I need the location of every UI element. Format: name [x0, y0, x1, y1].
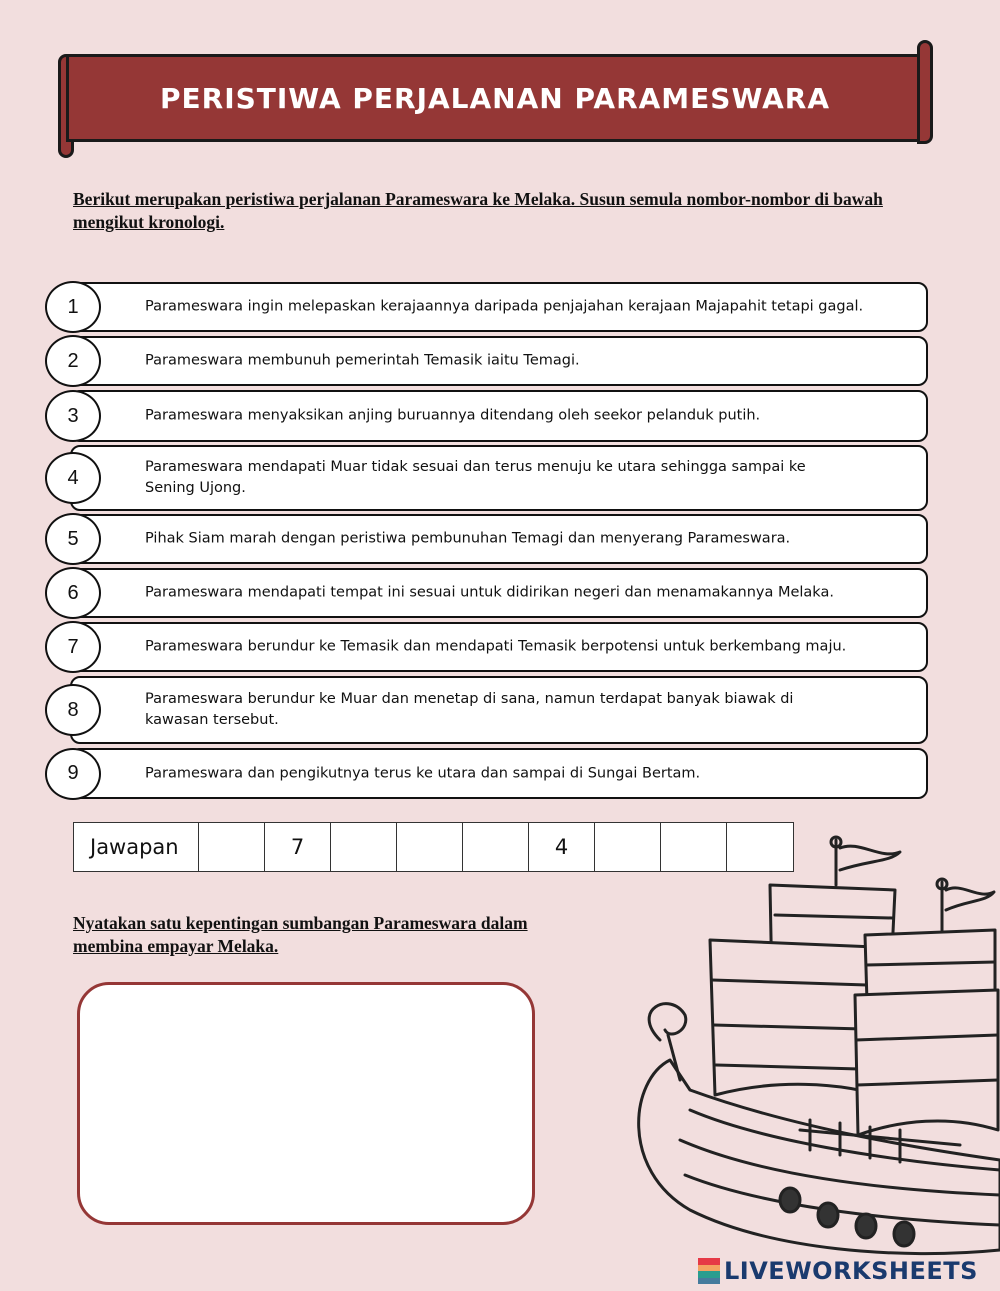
- event-number: 2: [45, 335, 101, 387]
- event-item: [45, 390, 930, 442]
- answer-cell-2: 7: [265, 823, 331, 871]
- event-number: 1: [45, 281, 101, 333]
- event-item: [45, 676, 930, 744]
- liveworksheets-logo-icon: [698, 1258, 720, 1284]
- event-text: Parameswara ingin melepaskan kerajaannya daripada penjajahan kerajaan Majapahit tetapi gagal.: [145, 298, 864, 315]
- event-number: 8: [45, 684, 101, 736]
- answer-cell-5[interactable]: [463, 823, 529, 871]
- answer-cell-4[interactable]: [397, 823, 463, 871]
- title-banner: [58, 40, 933, 162]
- event-item: [45, 336, 930, 386]
- ship-illustration: [600, 830, 1000, 1260]
- instruction-text: Berikut merupakan peristiwa perjalanan Parameswara ke Melaka. Susun semula nombor-nombor di bawah mengikut kronologi.: [73, 189, 883, 232]
- event-text: Parameswara berundur ke Muar dan menetap di sana, namun terdapat banyak biawak di kawasan tersebut.: [145, 691, 794, 728]
- event-item: [45, 445, 930, 511]
- question-text: Nyatakan satu kepentingan sumbangan Parameswara dalam membina empayar Melaka.: [73, 913, 528, 956]
- event-number: 9: [45, 748, 101, 800]
- event-item: [45, 568, 930, 618]
- answer-textbox[interactable]: [77, 982, 535, 1225]
- event-item: [45, 622, 930, 672]
- scroll-roll-right: [917, 40, 933, 144]
- event-text: Parameswara membunuh pemerintah Temasik iaitu Temagi.: [145, 352, 580, 369]
- event-text: Parameswara mendapati Muar tidak sesuai dan terus menuju ke utara sehingga sampai ke Sening Ujong.: [145, 459, 806, 496]
- event-item: [45, 748, 930, 799]
- event-number: 5: [45, 513, 101, 565]
- banner-ribbon: [66, 54, 924, 142]
- brand-name: LIVEWORKSHEETS: [724, 1257, 978, 1285]
- answer-label: Jawapan: [74, 823, 199, 871]
- event-item: [45, 282, 930, 332]
- event-text: Parameswara menyaksikan anjing buruannya ditendang oleh seekor pelanduk putih.: [145, 407, 761, 424]
- answer-cell-3[interactable]: [331, 823, 397, 871]
- event-number: 6: [45, 567, 101, 619]
- event-number: 3: [45, 390, 101, 442]
- answer-cell-6: 4: [529, 823, 595, 871]
- event-item: [45, 514, 930, 564]
- event-number: 4: [45, 452, 101, 504]
- answer-cell-1[interactable]: [199, 823, 265, 871]
- event-text: Parameswara dan pengikutnya terus ke utara dan sampai di Sungai Bertam.: [145, 765, 701, 781]
- event-text: Pihak Siam marah dengan peristiwa pembunuhan Temagi dan menyerang Parameswara.: [145, 530, 791, 547]
- event-text: Parameswara berundur ke Temasik dan mendapati Temasik berpotensi untuk berkembang maju.: [145, 638, 847, 655]
- page-title: PERISTIWA PERJALANAN PARAMESWARA: [160, 81, 830, 115]
- event-text: Parameswara mendapati tempat ini sesuai untuk didirikan negeri dan menamakannya Melaka.: [145, 584, 834, 601]
- event-number: 7: [45, 621, 101, 673]
- footer-brand: [698, 1256, 978, 1286]
